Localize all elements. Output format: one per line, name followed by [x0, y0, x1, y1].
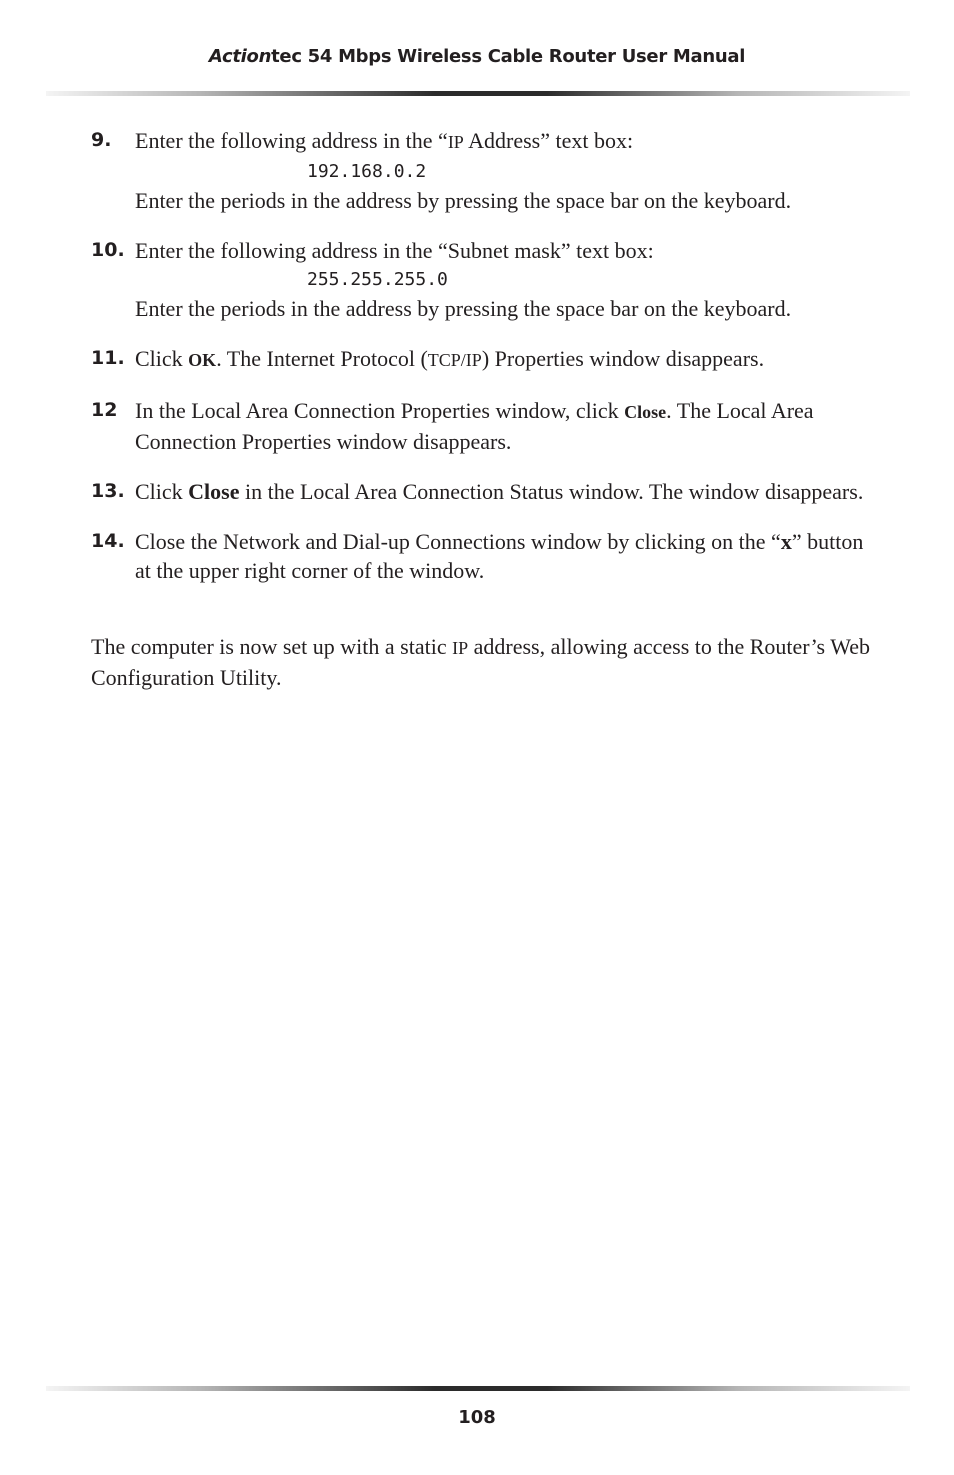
step-text: Click — [135, 346, 189, 371]
small-caps-term: IP — [452, 638, 469, 658]
small-caps-term: TCP/IP — [427, 350, 482, 370]
step-text: Enter the following address in the “Subnet mask” text box: — [135, 238, 654, 263]
step-number: 9. — [91, 129, 112, 151]
bold-term: x — [780, 529, 792, 554]
step-text: Close the Network and Dial-up Connections window by clicking on the “ — [135, 529, 781, 554]
ip-address-code: 192.168.0.2 — [307, 161, 427, 182]
step-text: Click — [135, 479, 189, 504]
bold-term: Close — [188, 479, 240, 504]
header-brand: Action — [208, 46, 272, 67]
subnet-mask-code: 255.255.255.0 — [307, 269, 448, 290]
step-13 — [91, 477, 881, 506]
step-number: 10. — [91, 239, 125, 261]
step-number: 12 — [91, 399, 118, 421]
bold-term: OK — [188, 350, 217, 370]
step-number: 14. — [91, 530, 125, 552]
closing-text: The computer is now set up with a static — [91, 634, 453, 659]
step-14 — [91, 527, 881, 585]
bold-term: Close — [624, 402, 667, 422]
running-header — [0, 46, 954, 67]
footer-rule — [46, 1386, 910, 1391]
header-rule — [46, 91, 910, 96]
step-number: 11. — [91, 347, 125, 369]
step-note: Enter the periods in the address by pressing the space bar on the keyboard. — [135, 296, 792, 321]
step-text: Enter the following address in the “ — [135, 128, 448, 153]
step-number: 13. — [91, 480, 125, 502]
step-11 — [91, 344, 881, 375]
header-title-text: tec 54 Mbps Wireless Cable Router User Manual — [271, 46, 746, 67]
closing-paragraph — [91, 632, 881, 692]
step-note: Enter the periods in the address by pressing the space bar on the keyboard. — [135, 188, 792, 213]
step-9 — [91, 126, 881, 215]
step-text: In the Local Area Connection Properties window, click — [135, 398, 625, 423]
small-caps-term: IP — [447, 132, 464, 152]
step-text: in the Local Area Connection Status window. The window disappears. — [239, 479, 864, 504]
step-text: . The Local Area Connection Properties window disappears. — [135, 398, 814, 454]
closing-text: address, allowing access to the Router’s Web Configuration Utility. — [91, 634, 870, 690]
page-number: 108 — [458, 1407, 496, 1428]
step-list — [91, 126, 881, 606]
step-10 — [91, 236, 881, 323]
step-text: Address” text box: — [463, 128, 634, 153]
step-text: ) Properties window disappears. — [481, 346, 765, 371]
step-12 — [91, 396, 881, 456]
step-text: ” button at the upper right corner of the window. — [135, 529, 864, 583]
step-text: . The Internet Protocol ( — [216, 346, 428, 371]
